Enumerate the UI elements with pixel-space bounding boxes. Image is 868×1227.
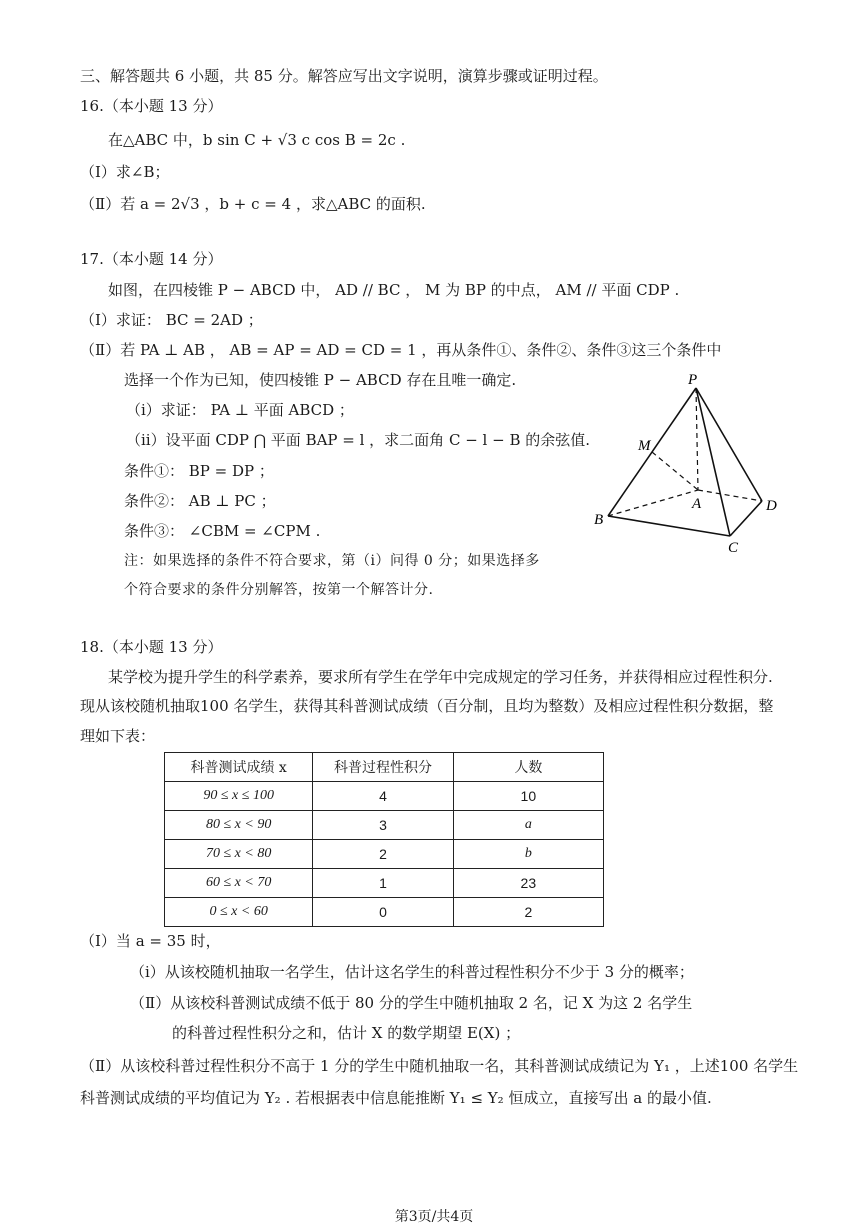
q17-part2: （Ⅱ）若 PA ⊥ AB ， AB = AP = AD = CD = 1 ，再从条件①、条件②、条件③这三个条件中 [80, 341, 722, 359]
table-row [165, 782, 604, 811]
table-cell: 2 [453, 898, 603, 927]
label-a: A [692, 496, 702, 512]
q18-sub-ii: （Ⅱ）从该校科普测试成绩不低于 80 分的学生中随机抽取 2 名，记 X 为这 2 名学生 [130, 994, 693, 1012]
q17-condition-1: 条件①： BP = DP ； [124, 462, 274, 480]
q18-stem-1: 某学校为提升学生的科学素养，要求所有学生在学年中完成规定的学习任务，并获得相应过程性积分. [108, 668, 773, 686]
table-cell: 0 [313, 898, 453, 927]
label-b: B [594, 512, 604, 528]
table-cell: 23 [453, 869, 603, 898]
table-cell: 1 [313, 869, 453, 898]
q17-sub-ii: （ⅱ）设平面 CDP ⋂ 平面 BAP = l ，求二面角 C − l − B 的余弦值. [126, 431, 590, 449]
score-table [164, 752, 604, 927]
table-cell: 3 [313, 811, 453, 840]
table-header-row [165, 753, 604, 782]
q18-title: 18.（本小题 13 分） [80, 638, 223, 656]
q17-title: 17.（本小题 14 分） [80, 250, 223, 268]
q17-part2-cont: 选择一个作为已知，使四棱锥 P − ABCD 存在且唯一确定. [124, 371, 517, 389]
section-header: 三、解答题共 6 小题，共 85 分。解答应写出文字说明，演算步骤或证明过程。 [80, 67, 608, 85]
table-row [165, 840, 604, 869]
q17-condition-3: 条件③： ∠CBM = ∠CPM . [124, 522, 321, 540]
table-header: 人数 [453, 753, 603, 782]
q17-condition-2: 条件②： AB ⊥ PC ； [124, 492, 276, 510]
label-m: M [638, 438, 651, 454]
table-cell: b [453, 840, 603, 869]
q18-stem-3: 理如下表： [80, 727, 156, 745]
table-cell: 4 [313, 782, 453, 811]
table-header: 科普测试成绩 x [165, 753, 313, 782]
table-header: 科普过程性积分 [313, 753, 453, 782]
q18-part2-line2: 科普测试成绩的平均值记为 Y₂ . 若根据表中信息能推断 Y₁ ≤ Y₂ 恒成立，直接写出 a 的最小值. [80, 1089, 712, 1107]
table-cell: 10 [453, 782, 603, 811]
table-cell: 60 ≤ x < 70 [165, 869, 313, 898]
q16-part1: （Ⅰ）求∠B； [80, 163, 170, 181]
q18-stem-2: 现从该校随机抽取100 名学生，获得其科普测试成绩（百分制，且均为整数）及相应过程性积分数据，整 [80, 697, 774, 715]
q17-sub-i: （ⅰ）求证： PA ⊥ 平面 ABCD ； [126, 401, 354, 419]
table-row [165, 898, 604, 927]
table-cell: 70 ≤ x < 80 [165, 840, 313, 869]
q18-sub-ii-cont: 的科普过程性积分之和，估计 X 的数学期望 E(X) ； [172, 1024, 521, 1042]
table-cell: 80 ≤ x < 90 [165, 811, 313, 840]
label-c: C [728, 540, 739, 556]
q18-sub-i: （ⅰ）从该校随机抽取一名学生，估计这名学生的科普过程性积分不少于 3 分的概率； [130, 963, 694, 981]
q17-stem: 如图，在四棱锥 P − ABCD 中， AD // BC ， M 为 BP 的中点， AM // 平面 CDP . [108, 281, 680, 299]
table-cell: 2 [313, 840, 453, 869]
table-row [165, 869, 604, 898]
page-footer: 第3页/共4页 [394, 1209, 474, 1225]
q16-stem: 在△ABC 中，b sin C + √3 c cos B = 2c . [108, 131, 406, 149]
q17-note-line2: 个符合要求的条件分别解答，按第一个解答计分. [124, 582, 434, 598]
table-cell: a [453, 811, 603, 840]
q16-title: 16.（本小题 13 分） [80, 97, 223, 115]
label-p: P [688, 372, 698, 388]
q16-part2: （Ⅱ）若 a = 2√3 ，b + c = 4 ，求△ABC 的面积. [80, 195, 426, 213]
q17-part1: （Ⅰ）求证： BC = 2AD ； [80, 311, 263, 329]
q17-note-line1: 注：如果选择的条件不符合要求，第（ⅰ）问得 0 分；如果选择多 [124, 553, 540, 569]
q18-part2-line1: （Ⅱ）从该校科普过程性积分不高于 1 分的学生中随机抽取一名，其科普测试成绩记为 Y₁ ，上述100 名学生 [80, 1057, 799, 1075]
label-d: D [766, 498, 777, 514]
q18-part1: （Ⅰ）当 a = 35 时， [80, 932, 221, 950]
table-row [165, 811, 604, 840]
table-cell: 90 ≤ x ≤ 100 [165, 782, 313, 811]
table-cell: 0 ≤ x < 60 [165, 898, 313, 927]
pyramid-figure [590, 368, 790, 558]
